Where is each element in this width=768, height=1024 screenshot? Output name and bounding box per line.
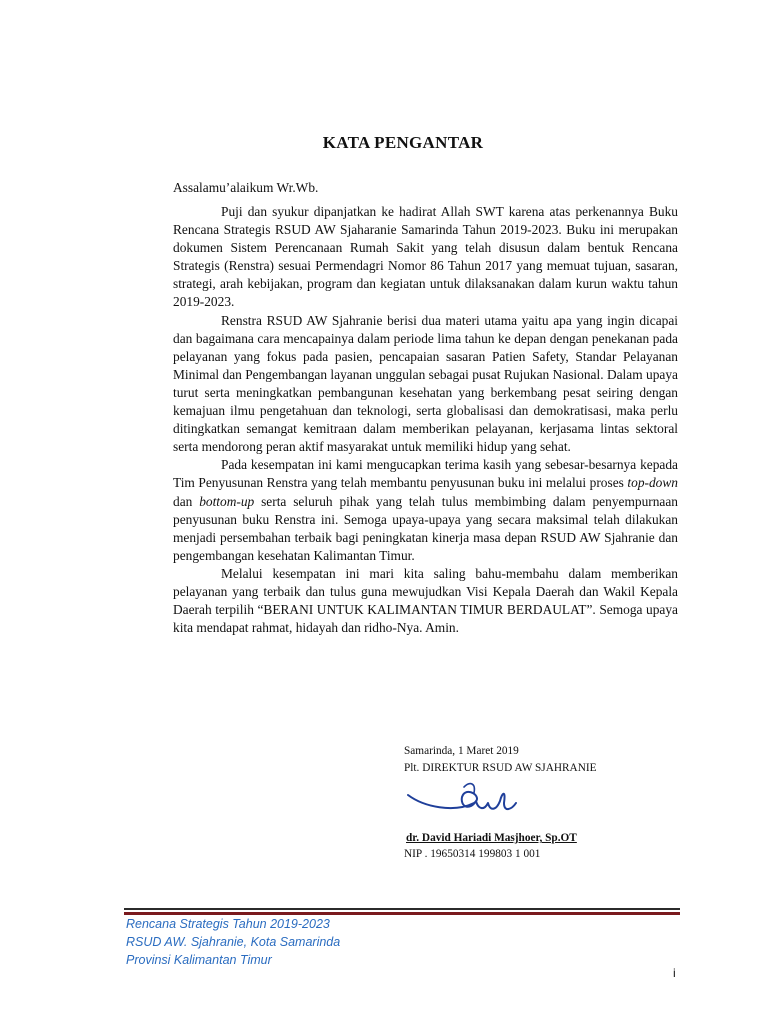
paragraph-3-term-2: bottom-up — [199, 493, 255, 509]
paragraph-1: Puji dan syukur dipanjatkan ke hadirat Allah SWT karena atas perkenannya Buku Rencana Strategis RSUD AW Sjaharanie Samarinda Tahun 2019-2023. Buku ini merupakan dokumen Sistem Perencanaan Rumah Sakit yang telah disusun dalam bentuk Rencana Strategis (Renstra) sesuai Permendagri Nomor 86 Tahun 2017 yang memuat tujuan, sasaran, strategi, arah kebijakan, program dan kegiatan untuk dilaksanakan dalam kurun waktu tahun 2019-2023. — [173, 204, 678, 310]
page-number: i — [673, 966, 676, 980]
footer-line-1: Rencana Strategis Tahun 2019-2023 — [126, 917, 330, 931]
signatory-name: dr. David Hariadi Masjhoer, Sp.OT — [406, 832, 577, 844]
paragraph-3-part-1: Pada kesempatan ini kami mengucapkan terima kasih yang sebesar-besarnya kepada Tim Penyusunan Renstra yang telah membantu penyusunan buku ini melalui proses — [173, 457, 678, 491]
paragraph-3-part-3: serta seluruh pihak yang telah tulus membimbing dalam penyempurnaan penyusunan buku Renstra ini. Semoga upaya-upaya yang secara maksimal telah dilakukan menjadi persembahan terbaik bagi peningkatan kinerja masa depan RSUD AW Sjahranie dan pengembangan kesehatan Kalimantan Timur. — [173, 493, 678, 563]
signature-role: Plt. DIREKTUR RSUD AW SJAHRANIE — [404, 762, 597, 774]
paragraph-3-term-1: top-down — [627, 475, 678, 491]
footer-line-dark — [124, 908, 680, 910]
footer-divider — [124, 908, 680, 915]
page-title: KATA PENGANTAR — [322, 133, 484, 152]
footer — [126, 915, 340, 969]
paragraph-3-part-2: dan — [173, 493, 200, 509]
greeting: Assalamu’alaikum Wr.Wb. — [173, 180, 319, 195]
paragraph-3 — [173, 456, 678, 565]
body-text — [173, 203, 678, 637]
paragraph-2: Renstra RSUD AW Sjahranie berisi dua materi utama yaitu apa yang ingin dicapai dan bagaimana cara mencapainya dalam periode lima tahun ke depan dengan penekanan pada pelayanan yang fokus pada pasien, pencapaian sasaran Patien Safety, Standar Pelayanan Minimal dan Pengembangan layanan unggulan sebagai pusat Rujukan Nasional. Dalam upaya turut serta meningkatkan pembangunan kesehatan yang berkembang pesat seiring dengan kemajuan ilmu pengetahuan dan teknologi, serta globalisasi dan demokratisasi, maka perlu ditingkatkan semangat kemitraan dalam memberikan pelayanan, kerjasama lintas sektoral serta mendorong peran aktif masyarakat untuk memiliki hidup yang sehat. — [173, 312, 678, 455]
paragraph-4: Melalui kesempatan ini mari kita saling bahu-membahu dalam memberikan pelayanan yang terbaik dan tulus guna mewujudkan Visi Kepala Daerah dan Wakil Kepala Daerah terpilih “BERANI UNTUK KALIMANTAN TIMUR BERDAULAT”. Semoga upaya kita mendapat rahmat, hidayah dan ridho-Nya. Amin. — [173, 565, 678, 636]
footer-line-2: RSUD AW. Sjahranie, Kota Samarinda — [126, 935, 341, 949]
signatory-nip: NIP . 19650314 199803 1 001 — [404, 848, 541, 860]
handwritten-signature — [404, 773, 524, 829]
footer-line-3: Provinsi Kalimantan Timur — [126, 953, 272, 967]
signature-place-date: Samarinda, 1 Maret 2019 — [404, 745, 519, 757]
